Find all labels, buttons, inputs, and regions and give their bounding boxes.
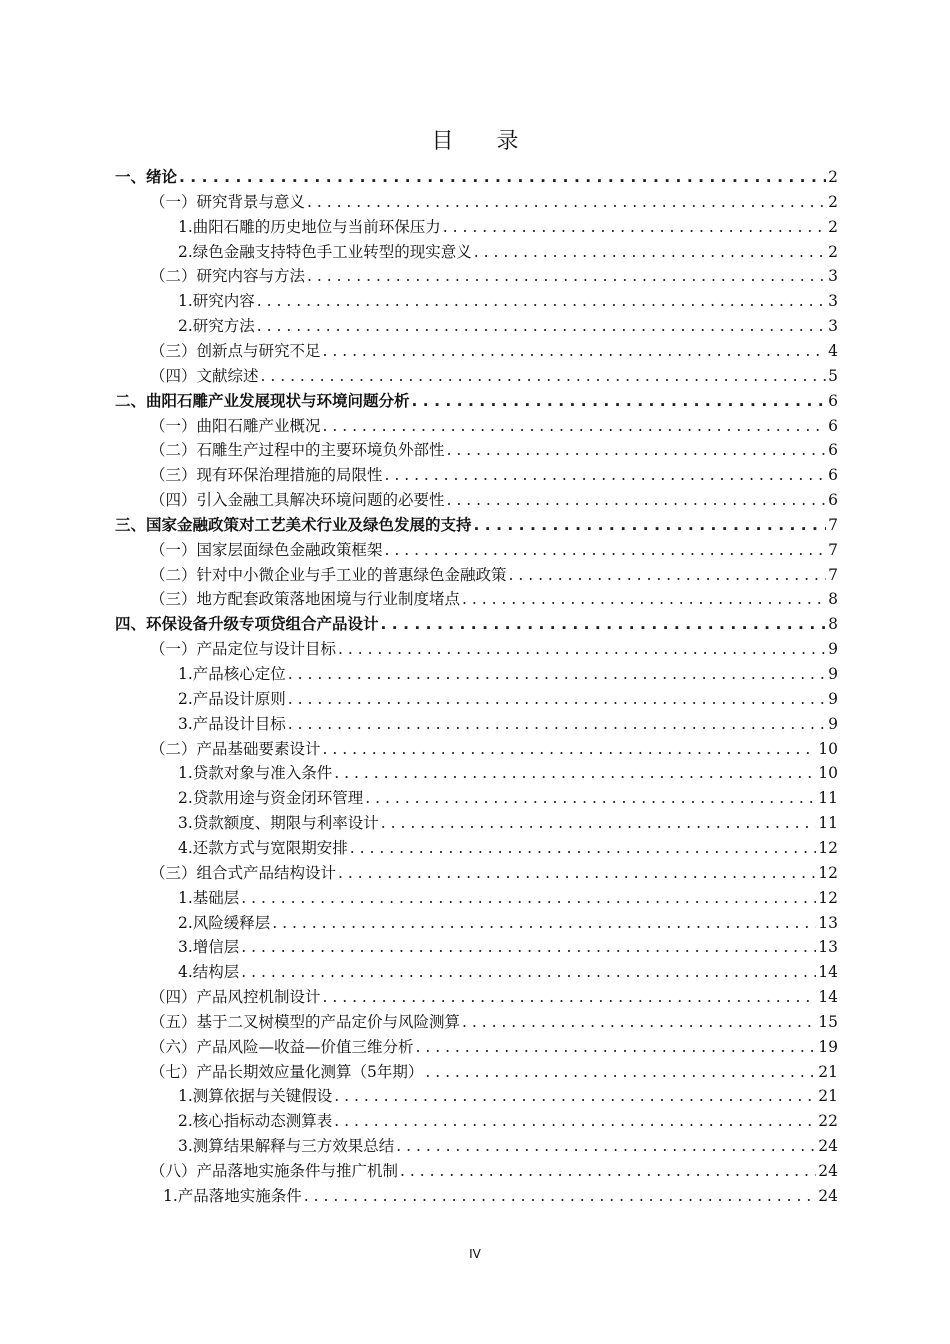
toc-leader-dots (412, 389, 827, 413)
toc-leader-dots (304, 1184, 816, 1208)
toc-entry-page: 2 (828, 192, 838, 211)
toc-leader-dots (261, 364, 827, 388)
toc-leader-dots (425, 1060, 816, 1084)
toc-leader-dots (241, 886, 816, 910)
toc-entry-page: 7 (828, 565, 838, 584)
toc-leader-dots (257, 289, 826, 313)
toc-leader-dots (288, 712, 826, 736)
toc-leader-dots (474, 513, 827, 537)
toc-entry[interactable] (115, 165, 838, 189)
toc-entry-label: （一）研究背景与意义 (150, 192, 306, 211)
toc-leader-dots (385, 538, 827, 562)
toc-entry-page: 10 (818, 764, 838, 783)
toc-entry[interactable] (150, 1159, 838, 1183)
toc-entry-page: 22 (818, 1112, 838, 1131)
toc-entry-label: （二）针对中小微企业与手工业的普惠绿色金融政策 (150, 565, 507, 584)
toc-leader-dots (272, 911, 816, 935)
toc-entry-label: 2.核心指标动态测算表 (178, 1112, 333, 1131)
toc-entry-label: （一）曲阳石雕产业概况 (150, 416, 321, 435)
toc-entry[interactable] (178, 960, 838, 984)
toc-leader-dots (338, 861, 816, 885)
toc-entry-page: 13 (818, 913, 838, 932)
toc-entry-page: 24 (818, 1137, 838, 1156)
toc-entry[interactable] (178, 1084, 838, 1108)
toc-entry-page: 8 (828, 615, 838, 634)
toc-entry[interactable] (178, 811, 838, 835)
page-number-footer: IV (469, 1247, 481, 1261)
toc-entry-page: 11 (818, 789, 838, 808)
toc-leader-dots (365, 786, 816, 810)
toc-leader-dots (323, 414, 827, 438)
toc-leader-dots (323, 985, 817, 1009)
toc-entry[interactable] (115, 513, 838, 537)
toc-leader-dots (462, 1010, 816, 1034)
toc-entry-label: （四）引入金融工具解决环境问题的必要性 (150, 491, 445, 510)
toc-entry-page: 2 (828, 168, 838, 186)
toc-entry-page: 11 (818, 814, 838, 833)
toc-entry-label: 1.基础层 (178, 888, 240, 907)
toc-entry-page: 14 (818, 988, 838, 1007)
toc-entry-label: 2.风险缓释层 (178, 913, 271, 932)
toc-leader-dots (338, 637, 826, 661)
toc-entry-label: （七）产品长期效应量化测算（5年期） (150, 1062, 424, 1081)
toc-entry-label: 2.绿色金融支持特色手工业转型的现实意义 (178, 242, 472, 261)
toc-entry[interactable] (178, 935, 838, 959)
toc-entry-label: 1.测算依据与关键假设 (178, 1087, 333, 1106)
toc-entry-label: 3.贷款额度、期限与利率设计 (178, 814, 379, 833)
toc-leader-dots (509, 563, 827, 587)
toc-entry-page: 3 (828, 267, 838, 286)
toc-entry-label: 2.贷款用途与资金闭环管理 (178, 789, 364, 808)
toc-entry-page: 14 (818, 963, 838, 982)
toc-entry[interactable] (150, 264, 838, 288)
toc-entry[interactable] (150, 190, 838, 214)
toc-entry-page: 9 (828, 640, 838, 659)
toc-entry-page: 2 (828, 217, 838, 236)
toc-entry-page: 9 (828, 665, 838, 683)
toc-entry[interactable] (178, 786, 838, 810)
toc-entry[interactable] (150, 463, 838, 487)
toc-entry-label: 1.研究内容 (178, 292, 255, 311)
toc-entry-label: 3.增信层 (178, 938, 240, 957)
toc-entry[interactable] (178, 240, 838, 264)
toc-entry-label: （三）现有环保治理措施的局限性 (150, 466, 383, 485)
toc-entry[interactable] (150, 364, 838, 388)
toc-leader-dots (416, 1035, 817, 1059)
toc-entry-label: （三）地方配套政策落地困境与行业制度堵点 (150, 590, 461, 609)
toc-entry-label: （六）产品风险—收益—价值三维分析 (150, 1037, 414, 1056)
toc-entry[interactable] (115, 389, 838, 413)
toc-entry-label: 2.研究方法 (178, 317, 255, 336)
toc-leader-dots (385, 463, 827, 487)
toc-entry-page: 6 (828, 466, 838, 485)
toc-entry[interactable] (150, 737, 838, 761)
toc-entry-label: （二）产品基础要素设计 (150, 739, 321, 758)
toc-entry-page: 12 (818, 863, 838, 882)
toc-entry[interactable] (178, 662, 838, 686)
toc-entry-page: 6 (828, 491, 838, 510)
toc-entry-page: 8 (828, 590, 838, 609)
toc-entry[interactable] (178, 1134, 838, 1158)
toc-entry-page: 6 (828, 441, 838, 460)
toc-leader-dots (334, 761, 816, 785)
toc-entry[interactable] (150, 563, 838, 587)
toc-entry[interactable] (150, 438, 838, 462)
toc-entry-label: 二、曲阳石雕产业发展现状与环境问题分析 (115, 391, 410, 410)
toc-leader-dots (462, 587, 826, 611)
toc-entry-label: （八）产品落地实施条件与推广机制 (150, 1162, 399, 1180)
toc-leader-dots (334, 1109, 816, 1133)
toc-entry[interactable] (150, 985, 838, 1009)
toc-entry-page: 13 (818, 938, 838, 957)
toc-entry-label: （一）产品定位与设计目标 (150, 640, 337, 659)
toc-entry[interactable] (150, 339, 838, 363)
toc-entry[interactable] (150, 414, 838, 438)
toc-entry-label: 1.贷款对象与准入条件 (178, 764, 333, 783)
toc-entry-label: （三）创新点与研究不足 (150, 341, 321, 360)
toc-entry[interactable] (150, 637, 838, 661)
toc-entry[interactable] (178, 712, 838, 736)
toc-leader-dots (323, 339, 827, 363)
toc-entry-page: 3 (828, 317, 838, 336)
toc-entry-page: 19 (818, 1037, 838, 1056)
toc-leader-dots (334, 1084, 816, 1108)
toc-entry[interactable] (178, 1109, 838, 1133)
toc-entry-page: 21 (818, 1062, 838, 1081)
toc-entry-page: 6 (828, 391, 838, 410)
toc-entry-label: （四）产品风控机制设计 (150, 988, 321, 1007)
toc-entry-label: 三、国家金融政策对工艺美术行业及绿色发展的支持 (115, 515, 472, 534)
toc-leader-dots (288, 662, 826, 686)
toc-entry-page: 24 (818, 1162, 838, 1180)
toc-entry[interactable] (178, 687, 838, 711)
toc-leader-dots (257, 314, 826, 338)
toc-leader-dots (474, 240, 826, 264)
toc-leader-dots (323, 737, 817, 761)
toc-leader-dots (447, 438, 827, 462)
toc-leader-dots (381, 612, 827, 636)
toc-entry-label: 3.测算结果解释与三方效果总结 (178, 1137, 395, 1156)
toc-entry[interactable] (150, 1010, 838, 1034)
toc-entry-label: 4.还款方式与宽限期安排 (178, 838, 348, 857)
toc-entry-page: 10 (818, 739, 838, 758)
toc-leader-dots (307, 264, 826, 288)
toc-entry-label: （五）基于二叉树模型的产品定价与风险测算 (150, 1012, 461, 1031)
toc-entry-page: 3 (828, 292, 838, 311)
toc-leader-dots (447, 488, 827, 512)
toc-entry-page: 24 (818, 1186, 838, 1205)
toc-leader-dots (241, 960, 816, 984)
toc-entry[interactable] (178, 215, 838, 239)
toc-entry-page: 7 (828, 540, 838, 559)
toc-leader-dots (381, 811, 816, 835)
toc-entry-label: 1.产品核心定位 (178, 665, 286, 683)
toc-entry-label: 四、环保设备升级专项贷组合产品设计 (115, 615, 379, 634)
toc-entry-page: 12 (818, 838, 838, 857)
toc-entry[interactable] (115, 612, 838, 636)
toc-entry-label: 1.曲阳石雕的历史地位与当前环保压力 (178, 217, 441, 236)
toc-entry[interactable] (150, 587, 838, 611)
toc-entry-label: 1.产品落地实施条件 (163, 1186, 302, 1205)
toc-entry-label: （二）石雕生产过程中的主要环境负外部性 (150, 441, 445, 460)
toc-entry-page: 7 (828, 515, 838, 534)
toc-entry-page: 6 (828, 416, 838, 435)
toc-entry[interactable] (178, 836, 838, 860)
toc-entry-page: 9 (828, 689, 838, 708)
toc-leader-dots (307, 190, 826, 214)
toc-entry-label: 3.产品设计目标 (178, 714, 286, 733)
toc-entry-page: 2 (828, 242, 838, 261)
toc-entry[interactable] (163, 1184, 838, 1208)
toc-leader-dots (241, 935, 816, 959)
toc-entry-page: 4 (828, 341, 838, 360)
toc-entry[interactable] (178, 911, 838, 935)
toc-entry-page: 9 (828, 714, 838, 733)
toc-entry[interactable] (150, 538, 838, 562)
toc-entry[interactable] (150, 1060, 838, 1084)
toc-entry[interactable] (150, 1035, 838, 1059)
toc-entry[interactable] (178, 289, 838, 313)
toc-entry-label: 一、绪论 (115, 168, 178, 186)
toc-leader-dots (443, 215, 826, 239)
toc-entry-label: 4.结构层 (178, 963, 240, 982)
toc-entry-page: 5 (828, 366, 838, 385)
toc-entry-page: 12 (818, 888, 838, 907)
toc-entry-page: 21 (818, 1087, 838, 1106)
toc-entry[interactable] (178, 761, 838, 785)
toc-leader-dots (400, 1159, 816, 1183)
toc-leader-dots (350, 836, 816, 860)
toc-entry[interactable] (150, 488, 838, 512)
toc-entry-label: 2.产品设计原则 (178, 689, 286, 708)
toc-entry-label: （三）组合式产品结构设计 (150, 863, 337, 882)
toc-leader-dots (288, 687, 826, 711)
toc-entry-label: （二）研究内容与方法 (150, 267, 306, 286)
toc-entry[interactable] (150, 861, 838, 885)
toc-leader-dots (396, 1134, 816, 1158)
toc-entry[interactable] (178, 314, 838, 338)
toc-entry[interactable] (178, 886, 838, 910)
toc-entry-page: 15 (818, 1012, 838, 1031)
toc-title: 目 录 (431, 129, 537, 154)
toc-leader-dots (179, 165, 826, 189)
toc-entry-label: （四）文献综述 (150, 366, 259, 385)
toc-entry-label: （一）国家层面绿色金融政策框架 (150, 540, 383, 559)
